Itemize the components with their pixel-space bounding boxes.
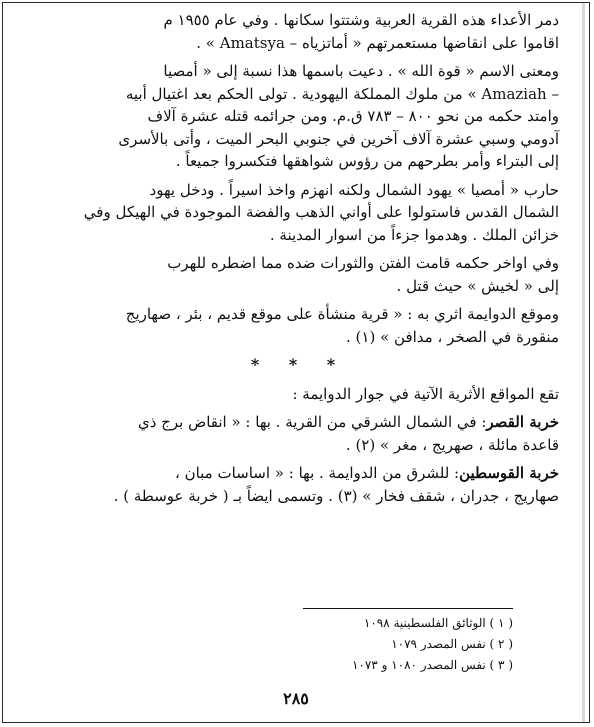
- scanned-page: [2, 2, 590, 723]
- text-line: صهاريج ، جدران ، شقف فخار » (٣) . وتسمى ايضاً بـ ( خربة عوسطة ) .: [113, 486, 559, 505]
- footnotes: [303, 608, 513, 676]
- footnote: ( ١ ) الوثائق الفلسطينية ١٠٩٨: [363, 616, 513, 630]
- paragraph: [39, 60, 559, 173]
- page-body: [39, 9, 559, 513]
- paragraph: [39, 9, 559, 54]
- text-line: – Amaziah » من ملوك المملكة اليهودية . تولى الحكم بعد اغتيال أبيه: [125, 84, 559, 103]
- text-line: دمر الأعداء هذه القرية العربية وشتتوا سكانها . وفي عام ١٩٥٥ م: [163, 11, 559, 29]
- footnote: ( ٢ ) نفس المصدر ١٠٧٩: [391, 637, 513, 651]
- text-line: الشمال القدس فاستولوا على أواني الذهب والفضة الموجودة في الهيكل وفي: [83, 203, 559, 221]
- text-line: تقع المواقع الأثرية الآتية في جوار الدوايمة :: [292, 384, 559, 403]
- site-description: : للشرق من الدوايمة . بها : « اساسات مبان ،: [174, 464, 460, 482]
- scan-edge: [582, 3, 585, 722]
- text-line: وامتد حكمه من نحو ٨٠٠ – ٧٨٣ ق.م. ومن جرائمه قتله عشرة آلاف: [147, 107, 559, 125]
- section-separator: * * *: [250, 355, 348, 374]
- paragraph: [39, 252, 559, 297]
- text-line: [39, 411, 559, 434]
- text-line: آدومي وسبي عشرة آلاف آخرين في جنوبي البحر الميت ، وأتى بالأسرى: [118, 129, 559, 148]
- sites-intro: [39, 383, 559, 406]
- page-number: ٢٨٥: [283, 689, 309, 708]
- text-line: خزائن الملك . وهدموا جزءاً من اسوار المدينة .: [269, 225, 559, 244]
- text-line: إلى البتراء وأمر بطرحهم من رؤوس شواهقها فتكسروا جميعاً .: [175, 152, 559, 170]
- paragraph: [39, 179, 559, 247]
- site-entry: [39, 411, 559, 456]
- text-line: إلى « لخيش » حيث قتل .: [396, 276, 559, 295]
- site-description: : في الشمال الشرقي من القرية . بها : « انقاض برج ذي: [137, 413, 487, 431]
- text-line: ومعنى الاسم « قوة الله » . دعيت باسمها هذا نسبة إلى « أمصيا: [163, 62, 559, 80]
- footnote: ( ٣ ) نفس المصدر ١٠٨٠ و ١٠٧٣: [351, 658, 513, 672]
- site-name: خربة القصر: [486, 413, 559, 431]
- text-line: قاعدة مائلة ، صهريج ، مغر » (٢) .: [345, 435, 559, 454]
- site-name: خربة القوسطين: [459, 464, 559, 482]
- text-line: وموقع الدوايمة اثري به : « قرية منشأة على موقع قديم ، بئر ، صهاريج: [125, 305, 559, 323]
- text-line: [39, 462, 559, 485]
- text-line: حارب « أمصيا » يهود الشمال ولكنه انهزم واخذ اسيراً . ودخل يهود: [149, 180, 559, 199]
- text-line: وفي اواخر حكمه قامت الفتن والثورات ضده مما اضطره للهرب: [167, 254, 559, 272]
- paragraph: [39, 303, 559, 348]
- text-line: اقاموا على انقاضها مستعمرتهم « أماتزياه – Amatsya » .: [196, 33, 559, 52]
- text-line: منقورة في الصخر ، مدافن » (١) .: [346, 327, 559, 346]
- site-entry: [39, 462, 559, 507]
